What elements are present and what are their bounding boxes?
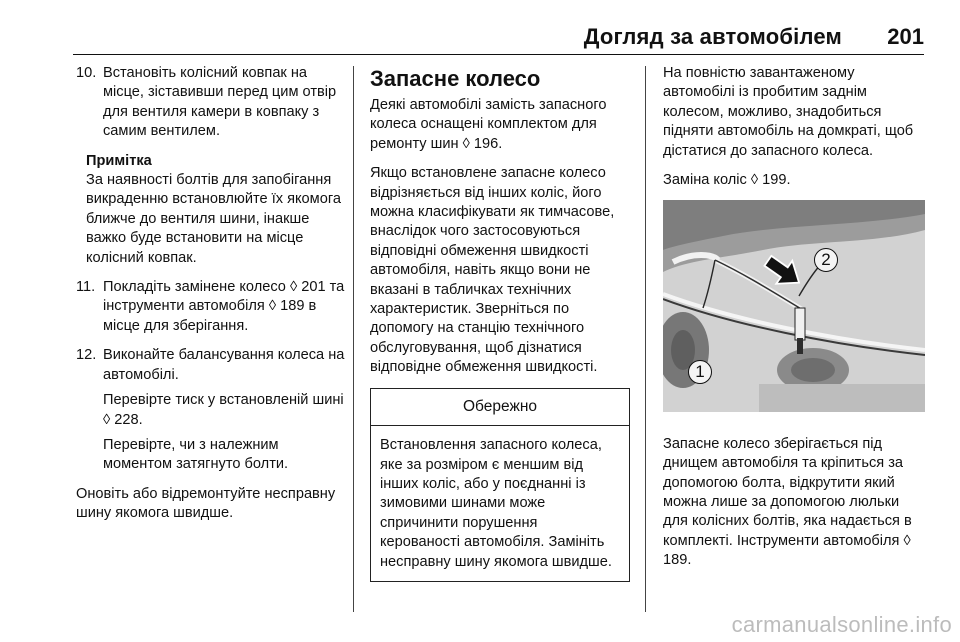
step-text: Встановіть колісний ковпак на місце, зіставивши перед цим отвір для вентиля камери в ковпаку з самим вентилем. [103,65,337,140]
page-number: 201 [887,24,924,49]
step-10 [76,64,346,142]
step-12 [76,346,346,474]
step-number: 10. [76,65,97,81]
callout-2 [814,248,838,272]
note-text: За наявності болтів для запобігання викраденню встановлюйте їх якомога ближче до вентиля шини, інакше важко буде встановити на місце колісний ковпак. [86,172,341,266]
section-heading: Запасне колесо [370,66,541,91]
warning-text: Встановлення запасного колеса, яке за розміром є меншим від інших коліс, або у поєднанні із зимовими шинами може спричинити порушення керованості автомобіля. Замініть несправну шину якомога швидше. [380,437,612,570]
middle-column [370,64,636,582]
step-number: 12. [76,347,97,364]
step-text: Виконайте балансування колеса на автомобілі. [103,347,345,383]
callout-label: 2 [821,250,831,269]
step-text: Перевірте, чи з належним моментом затягнуто болти. [103,436,289,473]
step-number: 11. [76,279,96,296]
header-rule [73,54,924,55]
step-11 [76,278,346,336]
body-paragraph: Деякі автомобілі замість запасного колеса оснащені комплектом для ремонту шин ◊ 196. [370,97,607,152]
step-text: Перевірте тиск у встановленій шині ◊ 228. [103,392,344,428]
closing-text: Оновіть або відремонтуйте несправну шину якомога швидше. [76,485,336,522]
body-paragraph: Заміна коліс ◊ 199. [663,172,791,189]
left-column [76,64,346,534]
page-title: Догляд за автомобілем [583,24,842,49]
body-paragraph: На повністю завантаженому автомобілі із пробитим заднім колесом, можливо, знадобиться підняти автомобіль на домкраті, щоб дістатися до запасного колеса. [663,65,914,159]
callout-label: 1 [695,362,705,381]
note-block [76,152,346,268]
callout-1 [688,360,712,384]
column-divider-left [353,66,354,612]
right-column [663,64,925,581]
step-text: Покладіть замінене колесо ◊ 201 та інструменти автомобіля ◊ 189 в місце для зберігання. [103,279,345,334]
note-title: Примітка [86,152,152,169]
warning-box [370,388,630,582]
column-divider-right [645,66,646,612]
figure-caption: Запасне колесо зберігається під днищем автомобіля та кріпиться за допомогою болта, відкрутити який можна лише за допомогою люльки для колісних болтів, яка надається в комплекті. Інструменти автомобіля ◊ 189. [663,435,912,569]
body-paragraph: Якщо встановлене запасне колесо відрізняється від інших коліс, його можна класифікувати як тимчасове, внаслідок чого застосовуються відповідні обмеження швидкості автомобіля, навіть якщо вони не вказані в табличках технічних характеристик. Зверніться по допомогу на станцію технічного обслуговування, щоб дізнатися відповідне обмеження швидкості. [370,165,615,376]
warning-title: Обережно [371,389,629,426]
watermark: carmanualsonline.info [731,612,952,637]
